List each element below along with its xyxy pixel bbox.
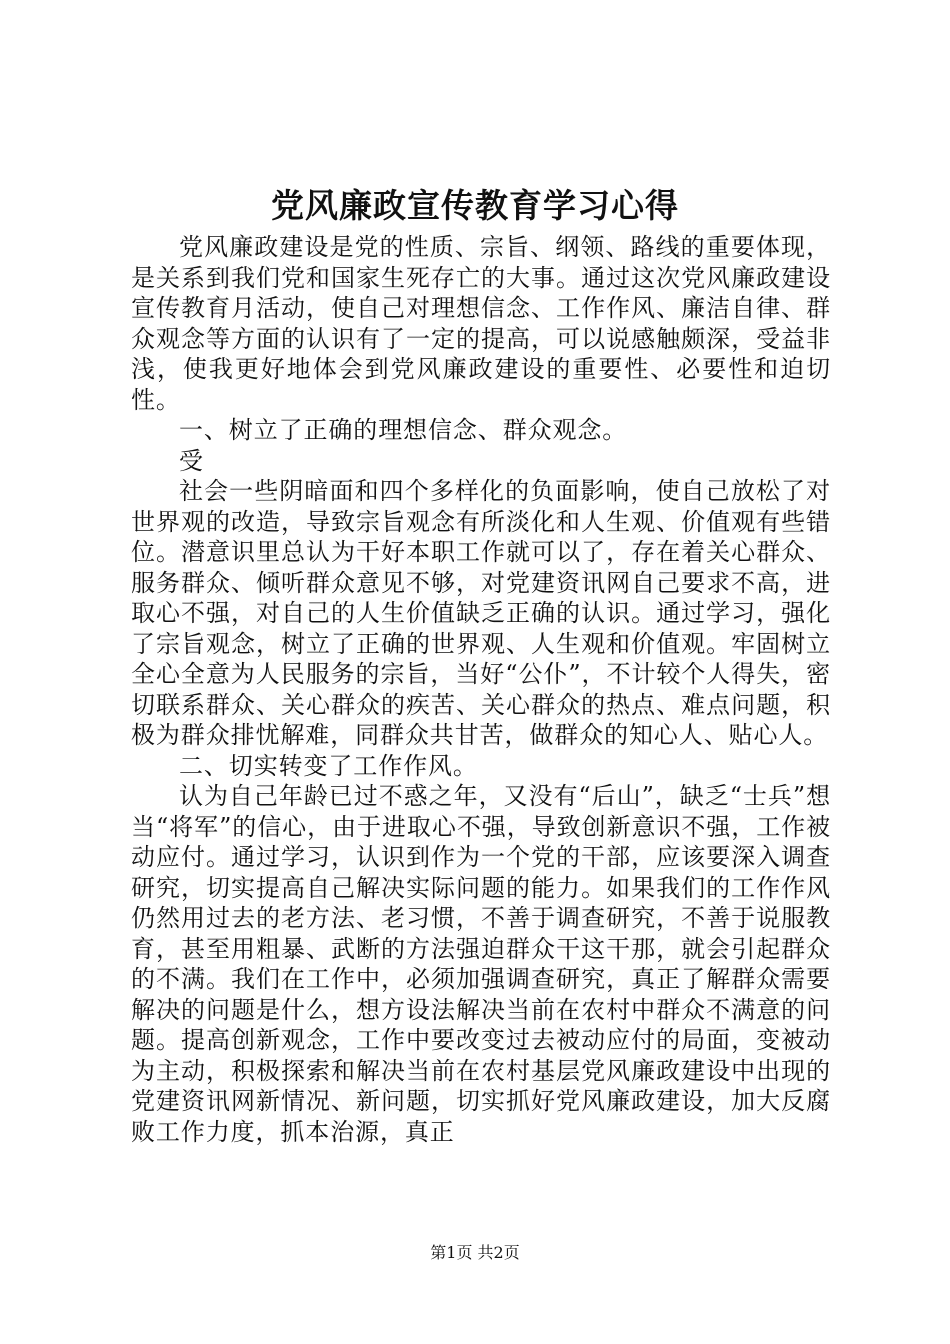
paragraph-section-1: 社会一些阴暗面和四个多样化的负面影响，使自己放松了对世界观的改造，导致宗旨观念有所淡化和人生观、价值观有些错位。潜意识里总认为干好本职工作就可以了，存在着关心群众、服务群众、倾听群众意见不够，对党建资讯网自己要求不高，进取心不强，对自己的人生价值缺乏正确的认识。通过学习，强化了宗旨观念，树立了正确的世界观、人生观和价值观。牢固树立全心全意为人民服务的宗旨，当好“公仆”，不计较个人得失，密切联系群众、关心群众的疾苦、关心群众的热点、难点问题，积极为群众排忧解难，同群众共甘苦，做群众的知心人、贴心人。 <box>131 477 831 749</box>
paragraph-section-2: 认为自己年龄已过不惑之年，又没有“后山”，缺乏“士兵”想当“将军”的信心，由于进取心不强，导致创新意识不强，工作被动应付。通过学习，认识到作为一个党的干部，应该要深入调查研究，切实提高自己解决实际问题的能力。如果我们的工作作风仍然用过去的老方法、老习惯，不善于调查研究，不善于说服教育，甚至用粗暴、武断的方法强迫群众干这干那，就会引起群众的不满。我们在工作中，必须加强调查研究，真正了解群众需要解决的问题是什么，想方设法解决当前在农村中群众不满意的问题。提高创新观念，工作中要改变过去被动应付的局面，变被动为主动，积极探索和解决当前在农村基层党风廉政建设中出现的党建资讯网新情况、新问题，切实抓好党风廉政建设，加大反腐败工作力度，抓本治源，真正 <box>131 782 831 1146</box>
document-title: 党风廉政宣传教育学习心得 <box>271 186 679 225</box>
document-body <box>131 232 831 1147</box>
section-heading-1: 一、树立了正确的理想信念、群众观念。 <box>179 416 628 444</box>
section-heading-2: 二、切实转变了工作作风。 <box>179 751 478 780</box>
page-footer: 第1页 共2页 <box>430 1243 520 1262</box>
paragraph-intro: 党风廉政建设是党的性质、宗旨、纲领、路线的重要体现，是关系到我们党和国家生死存亡的大事。通过这次党风廉政建设宣传教育月活动，使自己对理想信念、工作作风、廉洁自律、群众观念等方面的认识有了一定的提高，可以说感触颇深，受益非浅，使我更好地体会到党风廉政建设的重要性、必要性和迫切性。 <box>131 233 831 414</box>
paragraph-fragment: 受 <box>179 446 204 475</box>
